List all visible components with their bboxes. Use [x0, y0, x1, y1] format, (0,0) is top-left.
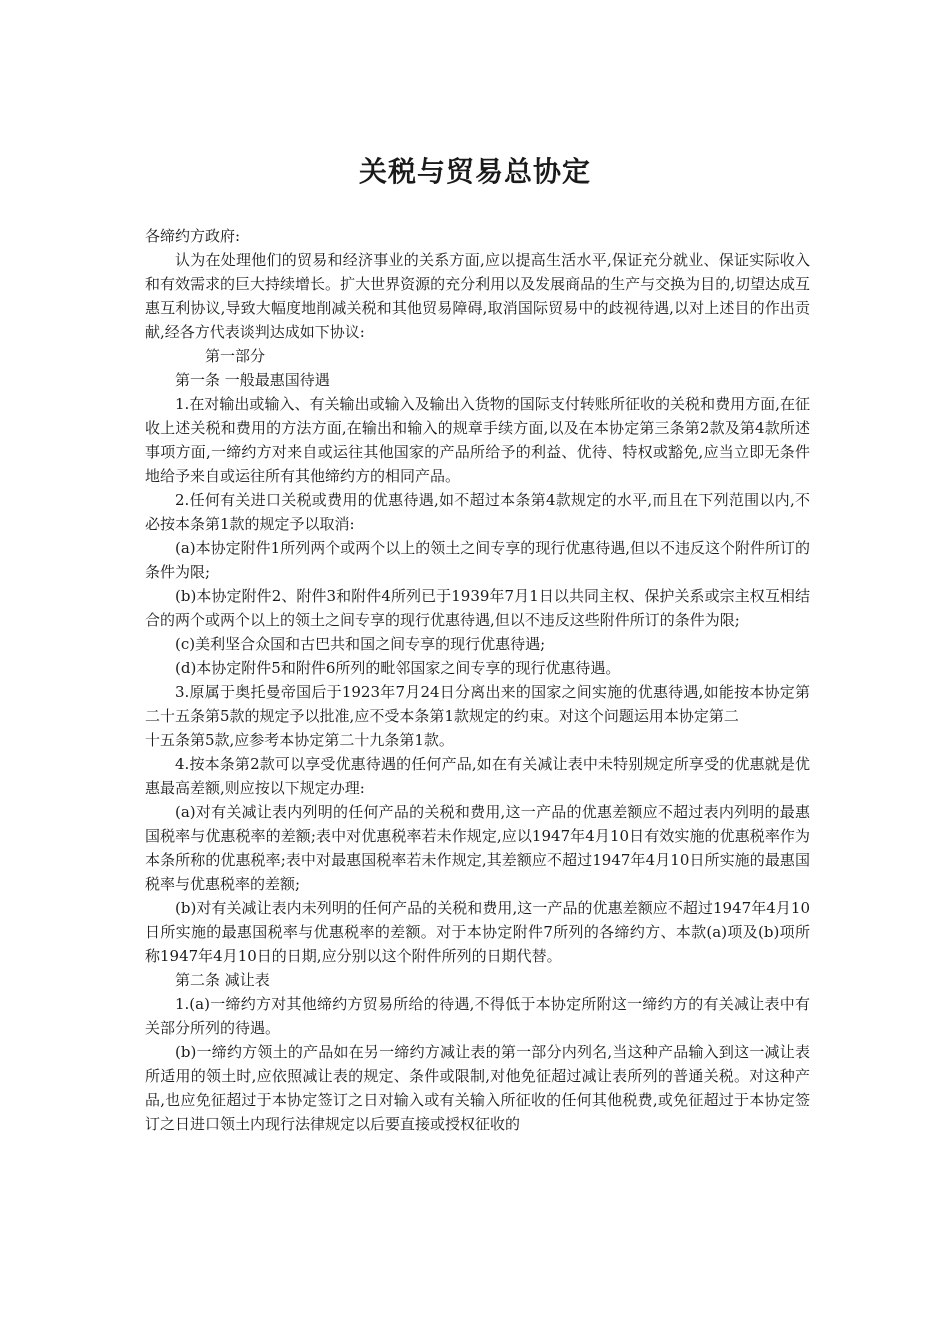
body-paragraph: (a)对有关减让表内列明的任何产品的关税和费用,这一产品的优惠差额应不超过表内列明的最惠国税率与优惠税率的差额;表中对优惠税率若未作规定,应以1947年4月10日有效实施的优惠税率作为本条所称的优惠税率;表中对最惠国税率若未作规定,其差额应不超过1947年4月10日所实施的最惠国税率与优惠税率的差额; — [145, 803, 810, 893]
body-paragraph: 1.在对输出或输入、有关输出或输入及输出入货物的国际支付转账所征收的关税和费用方面,在征收上述关税和费用的方法方面,在输出和输入的规章手续方面,以及在本协定第三条第2款及第4款所述事项方面,一缔约方对来自或运往其他国家的产品所给予的利益、优待、特权或豁免,应当立即无条件地给予来自或运往所有其他缔约方的相同产品。 — [145, 395, 810, 485]
body-paragraph: (b)本协定附件2、附件3和附件4所列已于1939年7月1日以共同主权、保护关系或宗主权互相结合的两个或两个以上的领土之间专享的现行优惠待遇,但以不违反这些附件所订的条件为限; — [145, 587, 810, 629]
preamble-paragraph: 认为在处理他们的贸易和经济事业的关系方面,应以提高生活水平,保证充分就业、保证实际收入和有效需求的巨大持续增长。扩大世界资源的充分利用以及发展商品的生产与交换为目的,切望达成互惠互利协议,导致大幅度地削减关税和其他贸易障碍,取消国际贸易中的歧视待遇,以对上述目的作出贡献,经各方代表谈判达成如下协议: — [145, 251, 810, 341]
salutation-paragraph: 各缔约方政府: — [145, 227, 241, 245]
body-paragraph: (b)一缔约方领土的产品如在另一缔约方减让表的第一部分内列名,当这种产品输入到这一减让表所适用的领土时,应依照减让表的规定、条件或限制,对他免征超过减让表所列的普通关税。对这种产品,也应免征超过于本协定签订之日对输入或有关输入所征收的任何其他税费,或免征超过于本协定签订之日进口领土内现行法律规定以后要直接或授权征收的 — [145, 1043, 810, 1133]
body-paragraph: 1.(a)一缔约方对其他缔约方贸易所给的待遇,不得低于本协定所附这一缔约方的有关减让表中有关部分所列的待遇。 — [145, 995, 810, 1037]
document-body — [145, 224, 810, 1136]
body-paragraph: 4.按本条第2款可以享受优惠待遇的任何产品,如在有关减让表中未特别规定所享受的优惠就是优惠最高差额,则应按以下规定办理: — [145, 755, 810, 797]
part-heading: 第一部分 — [205, 347, 266, 365]
body-paragraph: (a)本协定附件1所列两个或两个以上的领土之间专享的现行优惠待遇,但以不违反这个附件所订的条件为限; — [145, 539, 810, 581]
document-title: 关税与贸易总协定 — [358, 155, 591, 188]
body-paragraph: 3.原属于奥托曼帝国后于1923年7月24日分离出来的国家之间实施的优惠待遇,如能按本协定第二十五条第5款的规定予以批准,应不受本条第1款规定的约束。对这个问题运用本协定第二 — [145, 683, 810, 725]
body-paragraph: (b)对有关减让表内未列明的任何产品的关税和费用,这一产品的优惠差额应不超过1947年4月10日所实施的最惠国税率与优惠税率的差额。对于本协定附件7所列的各缔约方、本款(a)项及(b)项所称1947年4月10日的日期,应分别以这个附件所列的日期代替。 — [145, 899, 810, 965]
article-heading: 第一条 一般最惠国待遇 — [175, 371, 330, 389]
body-paragraph: 2.任何有关进口关税或费用的优惠待遇,如不超过本条第4款规定的水平,而且在下列范围以内,不必按本条第1款的规定予以取消: — [145, 491, 810, 533]
body-paragraph: (d)本协定附件5和附件6所列的毗邻国家之间专享的现行优惠待遇。 — [175, 659, 621, 677]
body-paragraph: 十五条第5款,应参考本协定第二十九条第1款。 — [145, 731, 454, 749]
body-paragraph: (c)美利坚合众国和古巴共和国之间专享的现行优惠待遇; — [175, 635, 546, 653]
article-heading: 第二条 减让表 — [175, 971, 270, 989]
